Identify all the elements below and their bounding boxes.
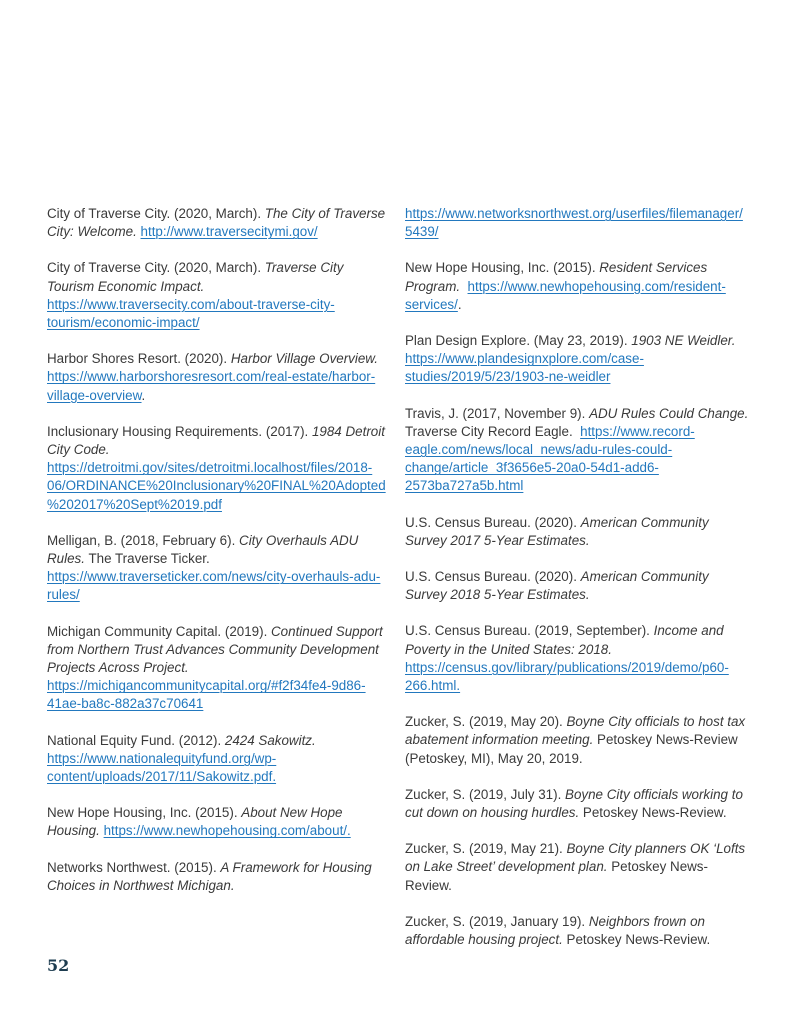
reference-text: Petoskey News-Review. bbox=[562, 932, 711, 948]
reference-text: Petoskey News-Review. bbox=[579, 805, 727, 821]
reference-text: Zucker, S. (2019, May 20). bbox=[405, 714, 567, 730]
reference-link[interactable]: https://www.nationalequityfund.org/wp-content/uploads/2017/11/Sakowitz.pdf. bbox=[47, 750, 277, 785]
reference-text bbox=[378, 351, 382, 366]
reference-text: Michigan Community Capital. (2019). bbox=[47, 623, 272, 639]
reference-link[interactable]: http://www.traversecitymi.gov/ bbox=[140, 224, 318, 240]
reference-text: Traverse City Record Eagle. bbox=[405, 405, 752, 439]
reference-text: Inclusionary Housing Requirements. (2017). bbox=[47, 423, 312, 439]
reference-link[interactable]: https://www.plandesignxplore.com/case-studies/2019/5/23/1903-ne-weidler bbox=[405, 351, 644, 385]
reference-entry bbox=[47, 732, 392, 787]
reference-text bbox=[612, 642, 616, 657]
reference-text: Zucker, S. (2019, May 21). bbox=[405, 841, 567, 857]
reference-entry bbox=[47, 532, 392, 605]
reference-text: The Traverse Ticker. bbox=[84, 551, 218, 567]
reference-text: U.S. Census Bureau. (2020). bbox=[405, 514, 581, 530]
reference-title: American Community Survey 2018 5-Year Estimates. bbox=[405, 569, 713, 603]
reference-entry bbox=[47, 350, 392, 405]
reference-text: Melligan, B. (2018, February 6). bbox=[47, 532, 240, 548]
reference-text: National Equity Fund. (2012). bbox=[47, 732, 225, 748]
reference-entry bbox=[47, 205, 392, 241]
reference-link[interactable]: https://www.networksnorthwest.org/userfiles/filemanager/5439/ bbox=[405, 206, 743, 240]
reference-title: American Community Survey 2017 5-Year Estimates. bbox=[405, 514, 713, 548]
reference-text: New Hope Housing, Inc. (2015). bbox=[405, 260, 600, 276]
reference-title: Boyne City planners OK ‘Lofts on Lake Street’ development plan. bbox=[405, 841, 749, 875]
reference-entry bbox=[405, 622, 750, 695]
reference-text: Zucker, S. (2019, July 31). bbox=[405, 786, 566, 802]
reference-text bbox=[460, 279, 467, 294]
reference-text: . bbox=[141, 387, 146, 403]
reference-title: 2424 Sakowitz. bbox=[224, 732, 316, 748]
reference-text: Zucker, S. (2019, January 19). bbox=[405, 913, 589, 929]
reference-link[interactable]: https://www.traversecity.com/about-traverse-city-tourism/economic-impact/ bbox=[47, 296, 335, 331]
reference-text bbox=[110, 442, 114, 457]
reference-link[interactable]: https://www.harborshoresresort.com/real-estate/harbor-village-overview bbox=[47, 369, 376, 403]
reference-title: Continued Support from Northern Trust Advances Community Development Projects Across Project. bbox=[47, 623, 387, 676]
reference-entry bbox=[47, 804, 392, 840]
reference-text bbox=[735, 333, 739, 348]
reference-text: Networks Northwest. (2015). bbox=[47, 859, 221, 875]
references-column-left bbox=[47, 205, 392, 967]
reference-entry bbox=[405, 913, 750, 949]
reference-title: Boyne City officials working to cut down on housing hurdles. bbox=[405, 786, 747, 821]
reference-title: Resident Services Program. bbox=[405, 260, 711, 294]
reference-text: U.S. Census Bureau. (2020). bbox=[405, 569, 581, 585]
reference-entry bbox=[405, 713, 750, 768]
reference-entry bbox=[405, 786, 750, 822]
reference-entry bbox=[405, 568, 750, 604]
reference-title: Income and Poverty in the United States: 2018. bbox=[405, 623, 728, 657]
reference-title: ADU Rules Could Change. bbox=[589, 405, 749, 421]
reference-title: Harbor Village Overview. bbox=[230, 351, 378, 367]
reference-title: A Framework for Housing Choices in Northwest Michigan. bbox=[47, 859, 376, 893]
reference-title: 1984 Detroit City Code. bbox=[47, 423, 389, 458]
reference-title: City Overhauls ADU Rules. bbox=[47, 532, 363, 567]
reference-text bbox=[189, 660, 193, 675]
reference-entry bbox=[405, 514, 750, 550]
reference-title: Boyne City officials to host tax abatement information meeting. bbox=[405, 714, 749, 748]
reference-link[interactable]: https://www.record-eagle.com/news/local_news/adu-rules-could-change/article_3f3656e5-20a0-54d1-add6-2573ba727a5b.html bbox=[405, 423, 695, 494]
reference-title: About New Hope Housing. bbox=[47, 805, 347, 839]
reference-entry bbox=[47, 623, 392, 714]
reference-text: Plan Design Explore. (May 23, 2019). bbox=[405, 333, 632, 349]
reference-text: City of Traverse City. (2020, March). bbox=[47, 206, 265, 221]
reference-link[interactable]: https://www.traverseticker.com/news/city-overhauls-adu-rules/ bbox=[47, 569, 381, 603]
reference-entry bbox=[47, 859, 392, 895]
reference-link[interactable]: https://census.gov/library/publications/2019/demo/p60-266.html. bbox=[405, 659, 729, 694]
reference-text: Harbor Shores Resort. (2020). bbox=[47, 351, 231, 367]
reference-text: New Hope Housing, Inc. (2015). bbox=[47, 805, 242, 821]
reference-link[interactable]: https://www.newhopehousing.com/resident-services/ bbox=[405, 278, 726, 312]
reference-title: Neighbors frown on affordable housing project. bbox=[405, 913, 709, 948]
reference-entry bbox=[405, 840, 750, 895]
reference-link[interactable]: https://detroitmi.gov/sites/detroitmi.localhost/files/2018-06/ORDINANCE%20Inclusionary%20FINAL%20Adopted%202017%20Sept%2019.pdf bbox=[47, 460, 386, 512]
reference-text: City of Traverse City. (2020, March). bbox=[47, 260, 265, 276]
reference-text: Petoskey News-Review. bbox=[405, 859, 708, 893]
reference-title: Traverse City Tourism Economic Impact. bbox=[47, 260, 348, 294]
reference-link[interactable]: https://www.newhopehousing.com/about/. bbox=[103, 823, 351, 839]
reference-text bbox=[316, 733, 320, 748]
reference-entry bbox=[405, 405, 750, 496]
reference-text: Petoskey News-Review (Petoskey, MI), May 20, 2019. bbox=[405, 732, 742, 766]
reference-link[interactable]: https://michigancommunitycapital.org/#f2f34fe4-9d86-41ae-ba8c-882a37c70641 bbox=[47, 678, 366, 712]
reference-text: U.S. Census Bureau. (2019, September). bbox=[405, 623, 654, 639]
reference-text: . bbox=[457, 296, 462, 312]
reference-text bbox=[204, 279, 208, 294]
reference-entry bbox=[47, 423, 392, 514]
reference-text: Travis, J. (2017, November 9). bbox=[405, 405, 590, 421]
references-columns bbox=[47, 205, 750, 967]
reference-entry bbox=[405, 259, 750, 314]
reference-title: The City of Traverse City: Welcome. bbox=[47, 206, 389, 240]
reference-entry bbox=[405, 332, 750, 387]
reference-title: 1903 NE Weidler. bbox=[631, 333, 736, 349]
references-column-right bbox=[405, 205, 750, 967]
reference-entry bbox=[47, 259, 392, 332]
reference-entry bbox=[405, 205, 750, 241]
page-number: 52 bbox=[47, 956, 70, 975]
